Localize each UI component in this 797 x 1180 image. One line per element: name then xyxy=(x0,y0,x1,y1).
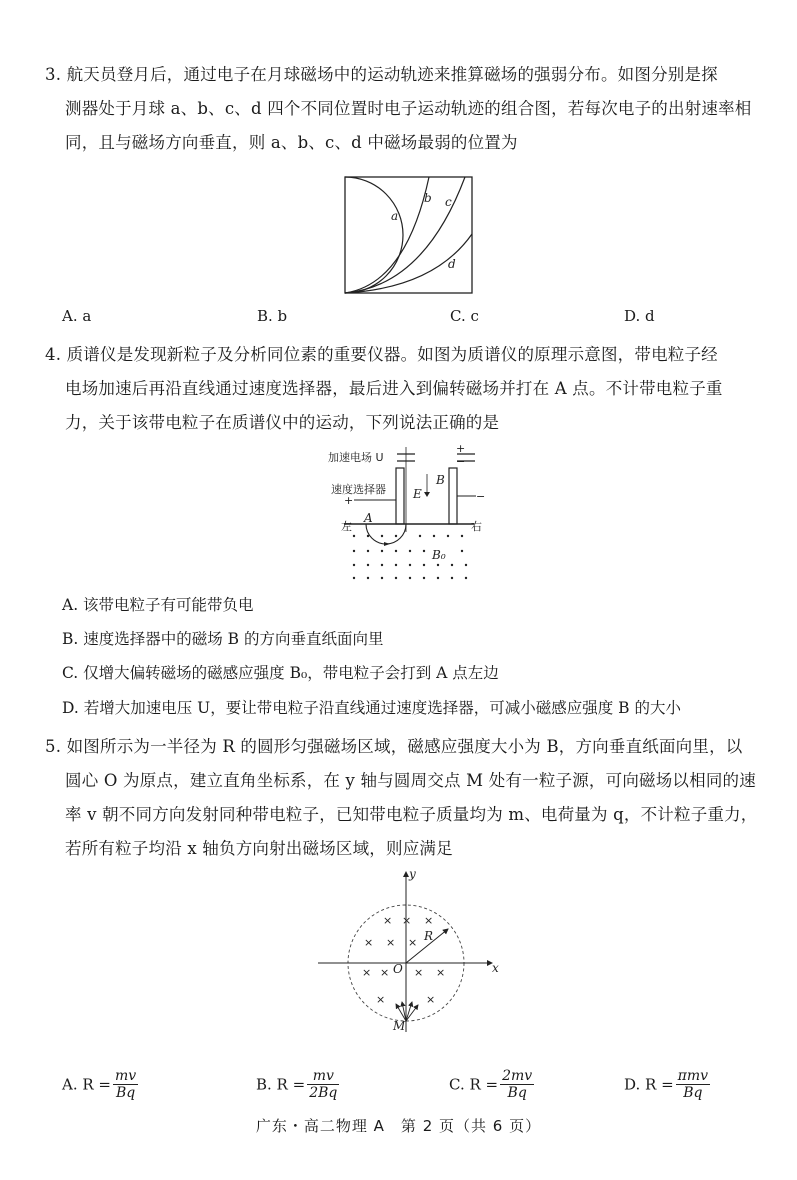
label-right: 右 xyxy=(471,520,482,533)
q5-line-1: 5. 如图所示为一半径为 R 的圆形匀强磁场区域，磁感应强度大小为 B，方向垂直纸面向里，以 xyxy=(45,737,743,756)
q4-option-b[interactable]: B. 速度选择器中的磁场 B 的方向垂直纸面向里 xyxy=(62,630,384,648)
fraction: $\frac{2mv}{Bq}$ xyxy=(502,1068,533,1101)
fraction: $\frac{mv}{2Bq}$ xyxy=(309,1068,338,1101)
label-b: b xyxy=(424,191,432,205)
q4-line-2: 电场加速后再沿直线通过速度选择器，最后进入到偏转磁场并打在 A 点。不计带电粒子重 xyxy=(65,379,723,398)
q5-line-2: 圆心 O 为原点，建立直角坐标系，在 y 轴与圆周交点 M 处有一粒子源，可向磁场以相同的速 xyxy=(65,771,756,790)
q5-figure xyxy=(316,866,506,1036)
q3-line-2: 测器处于月球 a、b、c、d 四个不同位置时电子运动轨迹的组合图，若每次电子的出射速率相 xyxy=(65,99,752,118)
circular-field-diagram xyxy=(316,866,506,1036)
label-left: 左 xyxy=(341,520,352,533)
page-footer: 广东・高二物理 A 第 2 页（共 6 页） xyxy=(255,1117,542,1135)
svg-text:×: × xyxy=(414,966,424,979)
q3-trajectory-diagram xyxy=(344,176,474,296)
q5-line-3: 率 v 朝不同方向发射同种带电粒子，已知带电粒子质量均为 m、电荷量为 q，不计粒子重力， xyxy=(65,805,758,824)
svg-text:×: × xyxy=(380,966,390,979)
q3-line-3: 同，且与磁场方向垂直，则 a、b、c、d 中磁场最弱的位置为 xyxy=(65,133,518,152)
svg-text:×: × xyxy=(386,936,396,949)
label-A: A xyxy=(364,511,373,525)
q5-option-b[interactable] xyxy=(256,1068,339,1101)
deflection-arc xyxy=(366,524,406,544)
label-accel-field: 加速电场 U xyxy=(328,451,384,464)
q3-option-c[interactable]: C. c xyxy=(450,307,479,325)
label-x: x xyxy=(492,961,499,975)
svg-text:×: × xyxy=(408,936,418,949)
svg-text:×: × xyxy=(436,966,446,979)
label-R: R xyxy=(424,929,434,943)
q3-option-d[interactable]: D. d xyxy=(624,307,655,325)
q4-figure xyxy=(324,444,494,584)
q3-figure xyxy=(344,176,474,296)
field-dots xyxy=(353,535,467,579)
q5-option-b-label: B. R = xyxy=(256,1075,306,1094)
minus-sign-2: − xyxy=(476,490,486,503)
label-velocity-selector: 速度选择器 xyxy=(331,483,386,496)
svg-text:×: × xyxy=(424,914,434,927)
svg-text:×: × xyxy=(402,914,412,927)
svg-text:×: × xyxy=(364,936,374,949)
q4-option-d[interactable]: D. 若增大加速电压 U，要让带电粒子沿直线通过速度选择器，可减小磁感应强度 B 的大小 xyxy=(62,699,681,717)
question-4-stem xyxy=(45,338,760,440)
q5-option-d[interactable] xyxy=(624,1068,710,1101)
svg-text:×: × xyxy=(376,993,386,1006)
label-B0: B₀ xyxy=(432,548,446,562)
q5-option-a-label: A. R = xyxy=(62,1075,111,1094)
trajectory-a xyxy=(345,177,403,293)
label-E: E xyxy=(413,487,422,501)
q5-option-a[interactable] xyxy=(62,1068,138,1101)
plus-sign-1: + xyxy=(456,442,466,455)
plus-sign-2: + xyxy=(344,494,354,507)
q4-line-3: 力，关于该带电粒子在质谱仪中的运动，下列说法正确的是 xyxy=(65,413,500,432)
field-crosses xyxy=(362,914,445,1006)
q5-option-c-label: C. R = xyxy=(449,1075,499,1094)
fraction: $\frac{\text{πmv}}{Bq}$ xyxy=(677,1068,709,1101)
svg-text:×: × xyxy=(426,993,436,1006)
label-a: a xyxy=(391,209,399,223)
question-3-stem xyxy=(45,58,760,160)
label-O: O xyxy=(393,962,403,976)
minus-sign-1: − xyxy=(456,455,466,468)
label-c: c xyxy=(445,195,452,209)
svg-text:×: × xyxy=(383,914,393,927)
q3-option-a[interactable]: A. a xyxy=(62,307,92,325)
q5-option-d-label: D. R = xyxy=(624,1075,674,1094)
mass-spectrometer-diagram xyxy=(324,444,494,584)
fraction: $\frac{mv}{Bq}$ xyxy=(115,1068,137,1101)
label-y: y xyxy=(409,867,416,881)
q4-option-a[interactable]: A. 该带电粒子有可能带负电 xyxy=(62,596,254,614)
q5-line-4: 若所有粒子均沿 x 轴负方向射出磁场区域，则应满足 xyxy=(65,839,453,858)
label-B: B xyxy=(436,473,445,487)
q5-option-c[interactable] xyxy=(449,1068,534,1101)
q4-line-1: 4. 质谱仪是发现新粒子及分析同位素的重要仪器。如图为质谱仪的原理示意图，带电粒子经 xyxy=(45,345,718,364)
selector-plate-left xyxy=(396,468,404,524)
selector-plate-right xyxy=(449,468,457,524)
label-M: M xyxy=(393,1019,406,1033)
q3-line-1: 3. 航天员登月后，通过电子在月球磁场中的运动轨迹来推算磁场的强弱分布。如图分别是探 xyxy=(45,65,718,84)
question-5-stem xyxy=(45,730,760,866)
q3-option-b[interactable]: B. b xyxy=(257,307,288,325)
svg-text:×: × xyxy=(362,966,372,979)
q4-option-c[interactable]: C. 仅增大偏转磁场的磁感应强度 B₀，带电粒子会打到 A 点左边 xyxy=(62,664,499,682)
label-d: d xyxy=(448,257,456,271)
